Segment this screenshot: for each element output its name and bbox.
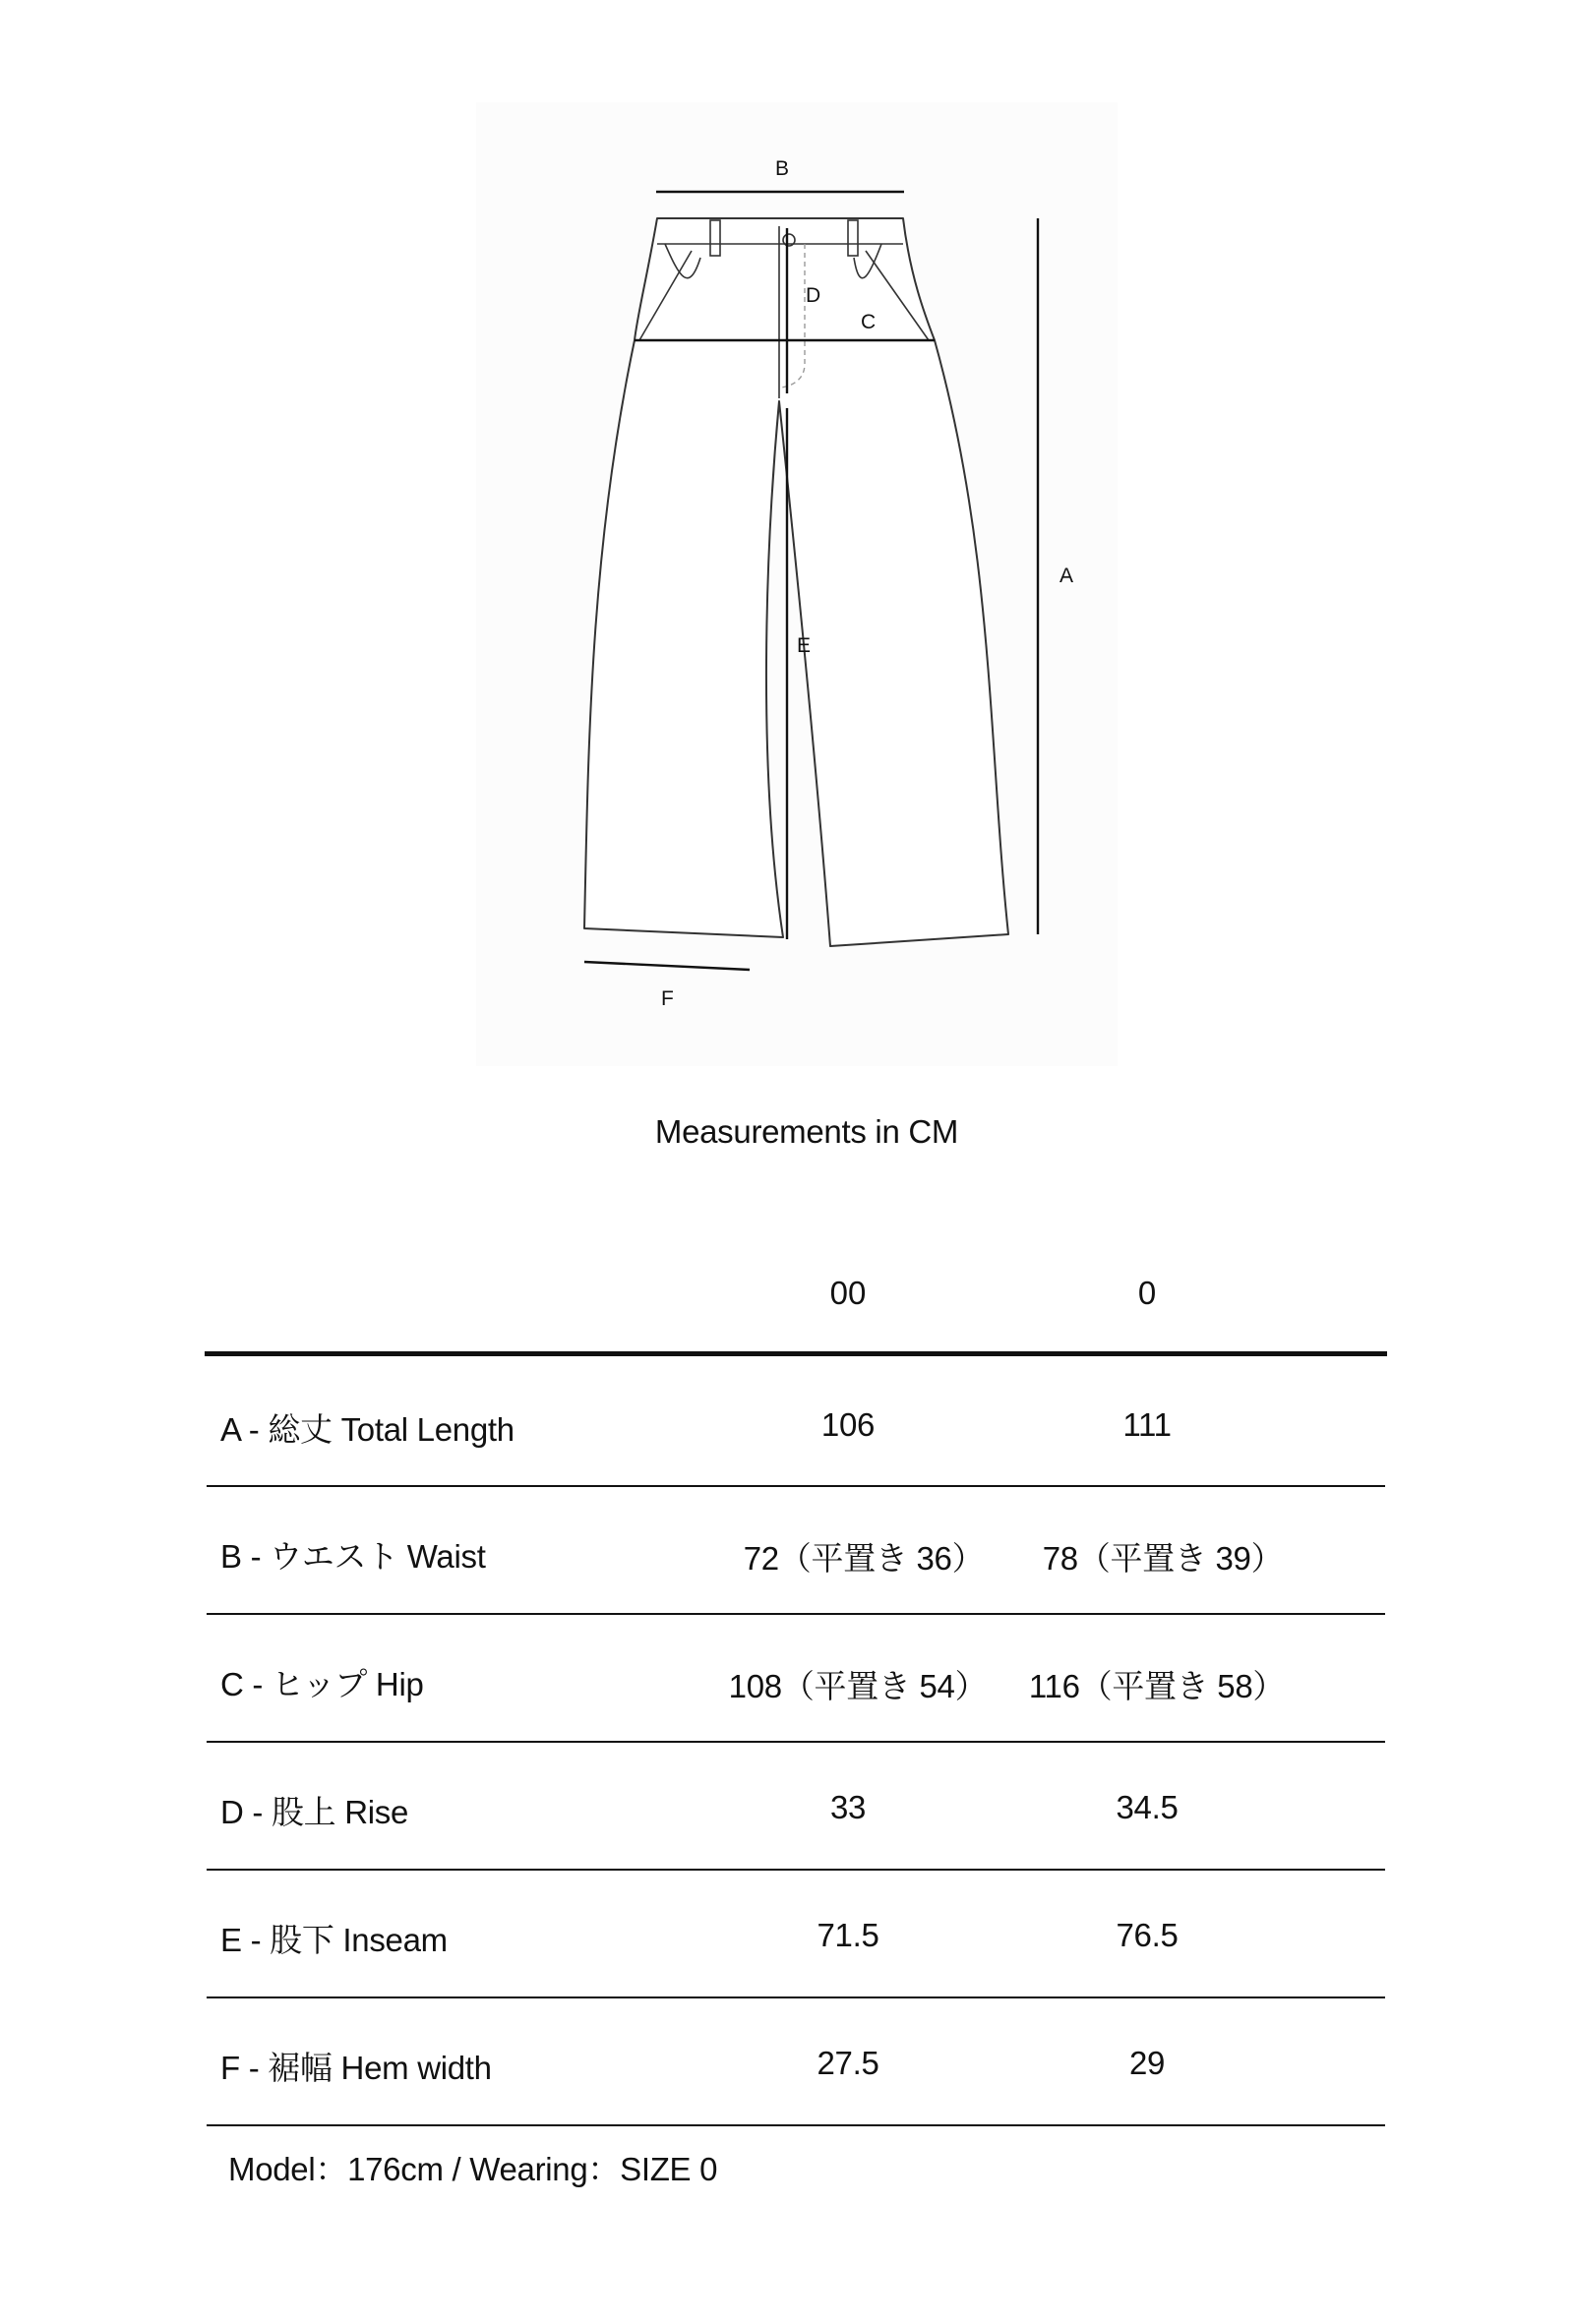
row-label-waist: B - ウエスト Waist bbox=[220, 1538, 486, 1575]
row-divider bbox=[207, 2124, 1385, 2126]
pants-diagram bbox=[0, 0, 1574, 1082]
label-c: C bbox=[861, 311, 877, 333]
pants-outline bbox=[584, 218, 1008, 946]
row-divider bbox=[207, 1613, 1385, 1615]
size-header-0: 0 bbox=[1137, 1275, 1157, 1311]
row-value-00: 27.5 bbox=[817, 2045, 879, 2081]
row-label-hem-width: F - 裾幅 Hem width bbox=[220, 2050, 492, 2086]
label-b: B bbox=[775, 157, 790, 180]
row-value-0: 78（平置き 39） bbox=[1042, 1540, 1284, 1577]
row-label-inseam: E - 股下 Inseam bbox=[220, 1922, 448, 1958]
row-value-0: 116（平置き 58） bbox=[1028, 1668, 1286, 1704]
row-divider bbox=[207, 1996, 1385, 1998]
row-value-00: 72（平置き 36） bbox=[743, 1540, 985, 1577]
label-f: F bbox=[661, 987, 674, 1010]
row-value-00: 108（平置き 54） bbox=[728, 1668, 988, 1704]
measure-line-f bbox=[584, 962, 750, 970]
table-header-rule bbox=[205, 1351, 1387, 1356]
row-label-hip: C - ヒップ Hip bbox=[220, 1666, 424, 1702]
label-d: D bbox=[806, 284, 821, 307]
row-value-00: 33 bbox=[829, 1789, 867, 1825]
row-value-0: 76.5 bbox=[1116, 1917, 1179, 1953]
size-header-00: 00 bbox=[829, 1275, 867, 1311]
row-value-0: 111 bbox=[1122, 1406, 1172, 1443]
row-divider bbox=[207, 1485, 1385, 1487]
label-a: A bbox=[1059, 565, 1074, 587]
row-divider bbox=[207, 1741, 1385, 1743]
row-label-total-length: A - 総丈 Total Length bbox=[220, 1411, 515, 1448]
measurements-caption: Measurements in CM bbox=[654, 1113, 959, 1150]
row-value-0: 29 bbox=[1128, 2045, 1166, 2081]
row-value-0: 34.5 bbox=[1116, 1789, 1179, 1825]
row-value-00: 106 bbox=[820, 1406, 876, 1443]
model-footnote: Model：176cm / Wearing：SIZE 0 bbox=[228, 2151, 718, 2187]
row-divider bbox=[207, 1869, 1385, 1871]
row-value-00: 71.5 bbox=[817, 1917, 879, 1953]
row-label-rise: D - 股上 Rise bbox=[220, 1794, 409, 1830]
label-e: E bbox=[797, 634, 812, 657]
